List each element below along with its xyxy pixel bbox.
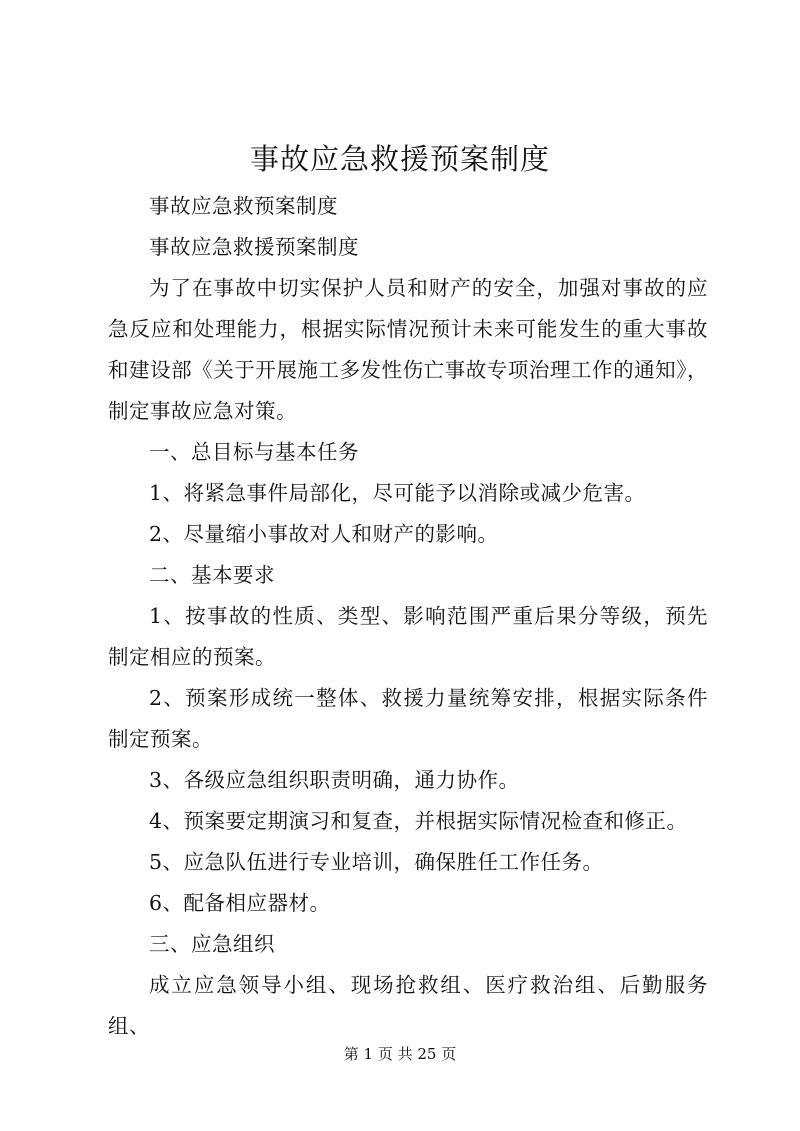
list-item: 4、预案要定期演习和复查，并根据实际情况检查和修正。 [149, 809, 688, 833]
list-item: 3、各级应急组织职责明确，通力协作。 [149, 768, 520, 792]
list-item: 1、按事故的性质、类型、影响范围严重后果分等级，预先制定相应的预案。 [108, 604, 708, 669]
list-item: 1、将紧急事件局部化，尽可能予以消除或减少危害。 [149, 481, 646, 505]
list-item: 6、配备相应器材。 [149, 891, 331, 915]
page-number-footer: 第 1 页 共 25 页 [343, 1045, 457, 1063]
list-item: 5、应急队伍进行专业培训，确保胜任工作任务。 [149, 850, 604, 874]
paragraph: 成立应急领导小组、现场抢救组、医疗救治组、后勤服务组、 [108, 973, 708, 1038]
document-body [108, 186, 708, 1047]
list-item: 2、尽量缩小事故对人和财产的影响。 [149, 522, 499, 546]
list-item: 2、预案形成统一整体、救援力量统筹安排，根据实际条件制定预案。 [108, 686, 708, 751]
section-heading: 一、总目标与基本任务 [149, 440, 359, 464]
paragraph: 事故应急救援预案制度 [149, 235, 359, 259]
document-title: 事故应急救援预案制度 [249, 142, 550, 176]
section-heading: 二、基本要求 [149, 563, 275, 587]
paragraph: 事故应急救预案制度 [149, 194, 338, 218]
paragraph: 为了在事故中切实保护人员和财产的安全，加强对事故的应急反应和处理能力，根据实际情况预计未来可能发生的重大事故和建设部《关于开展施工多发性伤亡事故专项治理工作的通知》，制定事故应急对策。 [108, 276, 708, 423]
section-heading: 三、应急组织 [149, 932, 275, 956]
